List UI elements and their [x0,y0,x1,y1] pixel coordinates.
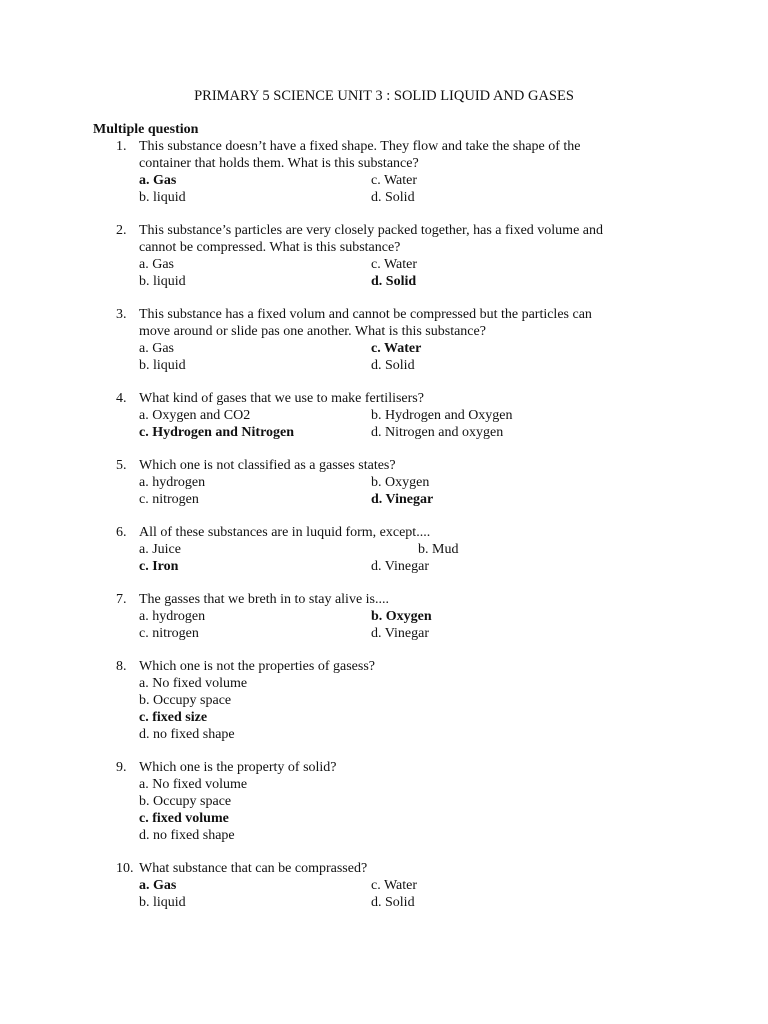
question-number: 8. [116,659,127,674]
option-d: d. no fixed shape [139,727,235,742]
question-number: 10. [116,861,134,876]
question-text: This substance doesn’t have a fixed shape. They flow and take the shape of the [139,139,581,154]
section-heading: Multiple question [93,122,199,137]
question-number: 7. [116,592,127,607]
option-b: b. liquid [139,274,186,289]
option-c: c. Water [371,341,422,356]
question-text: container that holds them. What is this substance? [139,156,419,171]
option-a: a. Gas [139,878,177,893]
question-text: What kind of gases that we use to make fertilisers? [139,391,424,406]
question-text: Which one is not the properties of gasess? [139,659,375,674]
option-a: a. Juice [139,542,181,557]
option-b: b. Mud [418,542,459,557]
option-c: c. nitrogen [139,492,199,507]
option-b: b. Oxygen [371,475,430,490]
option-b: b. liquid [139,895,186,910]
question-text: The gasses that we breth in to stay alive is.... [139,592,389,607]
option-b: b. Occupy space [139,794,232,809]
option-b: b. Occupy space [139,693,232,708]
option-d: d. Solid [371,358,415,373]
option-d: d. Solid [371,274,417,289]
option-d: d. Vinegar [371,559,429,574]
question-number: 1. [116,139,127,154]
question-number: 6. [116,525,127,540]
option-a: a. Oxygen and CO2 [139,408,251,423]
option-a: a. Gas [139,341,174,356]
question-text: This substance’s particles are very closely packed together, has a fixed volume and [139,223,603,238]
option-a: a. Gas [139,257,174,272]
option-d: d. no fixed shape [139,828,235,843]
question-number: 3. [116,307,127,322]
page-title: PRIMARY 5 SCIENCE UNIT 3 : SOLID LIQUID AND GASES [194,88,574,104]
question-text: What substance that can be comprassed? [139,861,368,876]
question-number: 9. [116,760,127,775]
question-number: 4. [116,391,127,406]
question-text: move around or slide pas one another. What is this substance? [139,324,486,339]
option-a: a. No fixed volume [139,777,248,792]
option-a: a. hydrogen [139,609,206,624]
option-c: c. fixed volume [139,811,229,826]
option-a: a. hydrogen [139,475,206,490]
option-b: b. Hydrogen and Oxygen [371,408,513,423]
option-c: c. Water [371,173,418,188]
option-d: d. Vinegar [371,492,434,507]
option-c: c. Water [371,257,418,272]
option-c: c. fixed size [139,710,208,725]
option-a: a. No fixed volume [139,676,248,691]
question-number: 5. [116,458,127,473]
option-a: a. Gas [139,173,177,188]
question-number: 2. [116,223,127,238]
option-b: b. liquid [139,358,186,373]
question-text: Which one is not classified as a gasses states? [139,458,396,473]
option-b: b. liquid [139,190,186,205]
question-text: cannot be compressed. What is this substance? [139,240,401,255]
option-d: d. Solid [371,895,415,910]
question-text: Which one is the property of solid? [139,760,337,775]
option-c: c. Iron [139,559,179,574]
question-text: All of these substances are in luquid form, except.... [139,525,431,540]
option-c: c. Water [371,878,418,893]
option-c: c. Hydrogen and Nitrogen [139,425,295,440]
option-b: b. Oxygen [371,609,432,624]
option-c: c. nitrogen [139,626,199,641]
option-d: d. Nitrogen and oxygen [371,425,504,440]
option-d: d. Solid [371,190,415,205]
option-d: d. Vinegar [371,626,429,641]
question-text: This substance has a fixed volum and cannot be compressed but the particles can [139,307,592,322]
